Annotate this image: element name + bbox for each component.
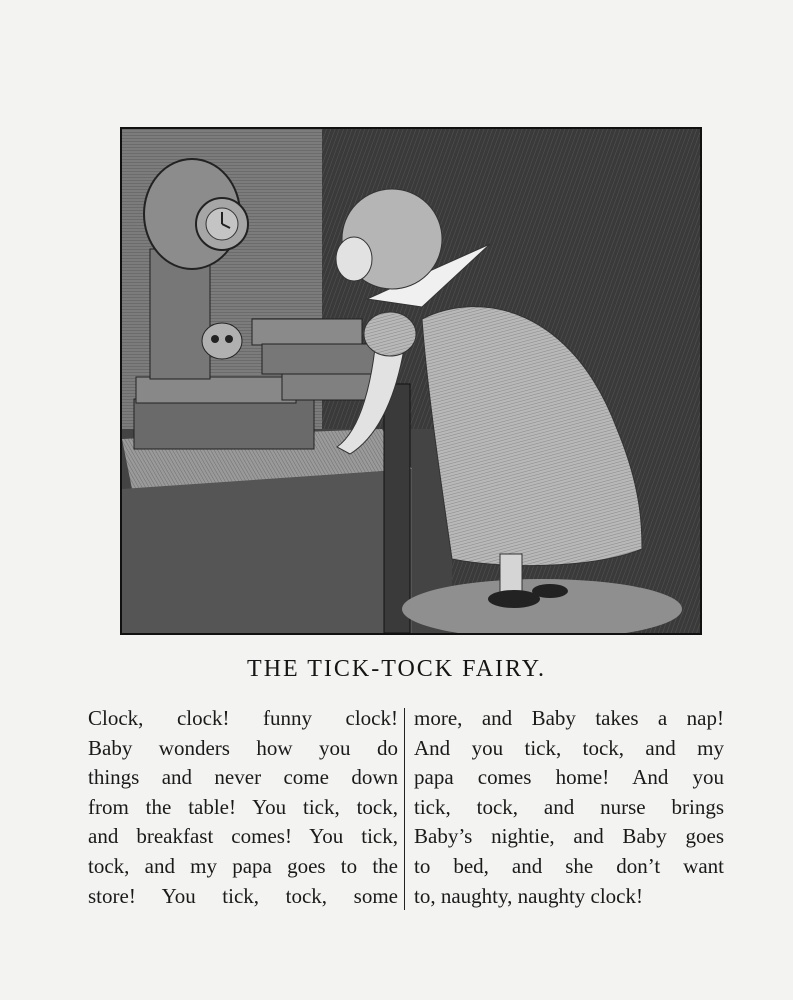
story-left-column bbox=[88, 704, 398, 911]
engraving-illustration bbox=[120, 127, 702, 635]
story-text-columns bbox=[88, 704, 736, 920]
text-line: store! You tick, tock, some bbox=[88, 883, 398, 908]
text-line: to, naughty, naughty clock! bbox=[414, 883, 644, 908]
column-divider bbox=[404, 708, 405, 910]
text-line: Clock, clock! funny clock! bbox=[88, 706, 398, 730]
girl-and-clock-engraving bbox=[122, 129, 700, 633]
text-line: from the table! You tick, tock, bbox=[88, 794, 398, 819]
text-line: more, and Baby takes a nap! bbox=[414, 706, 724, 730]
story-right-column bbox=[414, 704, 724, 911]
text-line: and breakfast comes! You tick, bbox=[88, 824, 398, 849]
text-line: Baby wonders how you do bbox=[88, 735, 398, 760]
story-title: THE TICK-TOCK FAIRY. bbox=[247, 656, 546, 682]
text-line: to bed, and she don’t want bbox=[414, 853, 724, 878]
text-line: Baby’s nightie, and Baby goes bbox=[414, 824, 724, 849]
text-line: tick, tock, and nurse brings bbox=[414, 794, 724, 819]
text-line: tock, and my papa goes to the bbox=[88, 853, 398, 878]
text-line: And you tick, tock, and my bbox=[414, 735, 724, 760]
text-line: things and never come down bbox=[88, 765, 398, 790]
text-line: papa comes home! And you bbox=[414, 765, 724, 790]
